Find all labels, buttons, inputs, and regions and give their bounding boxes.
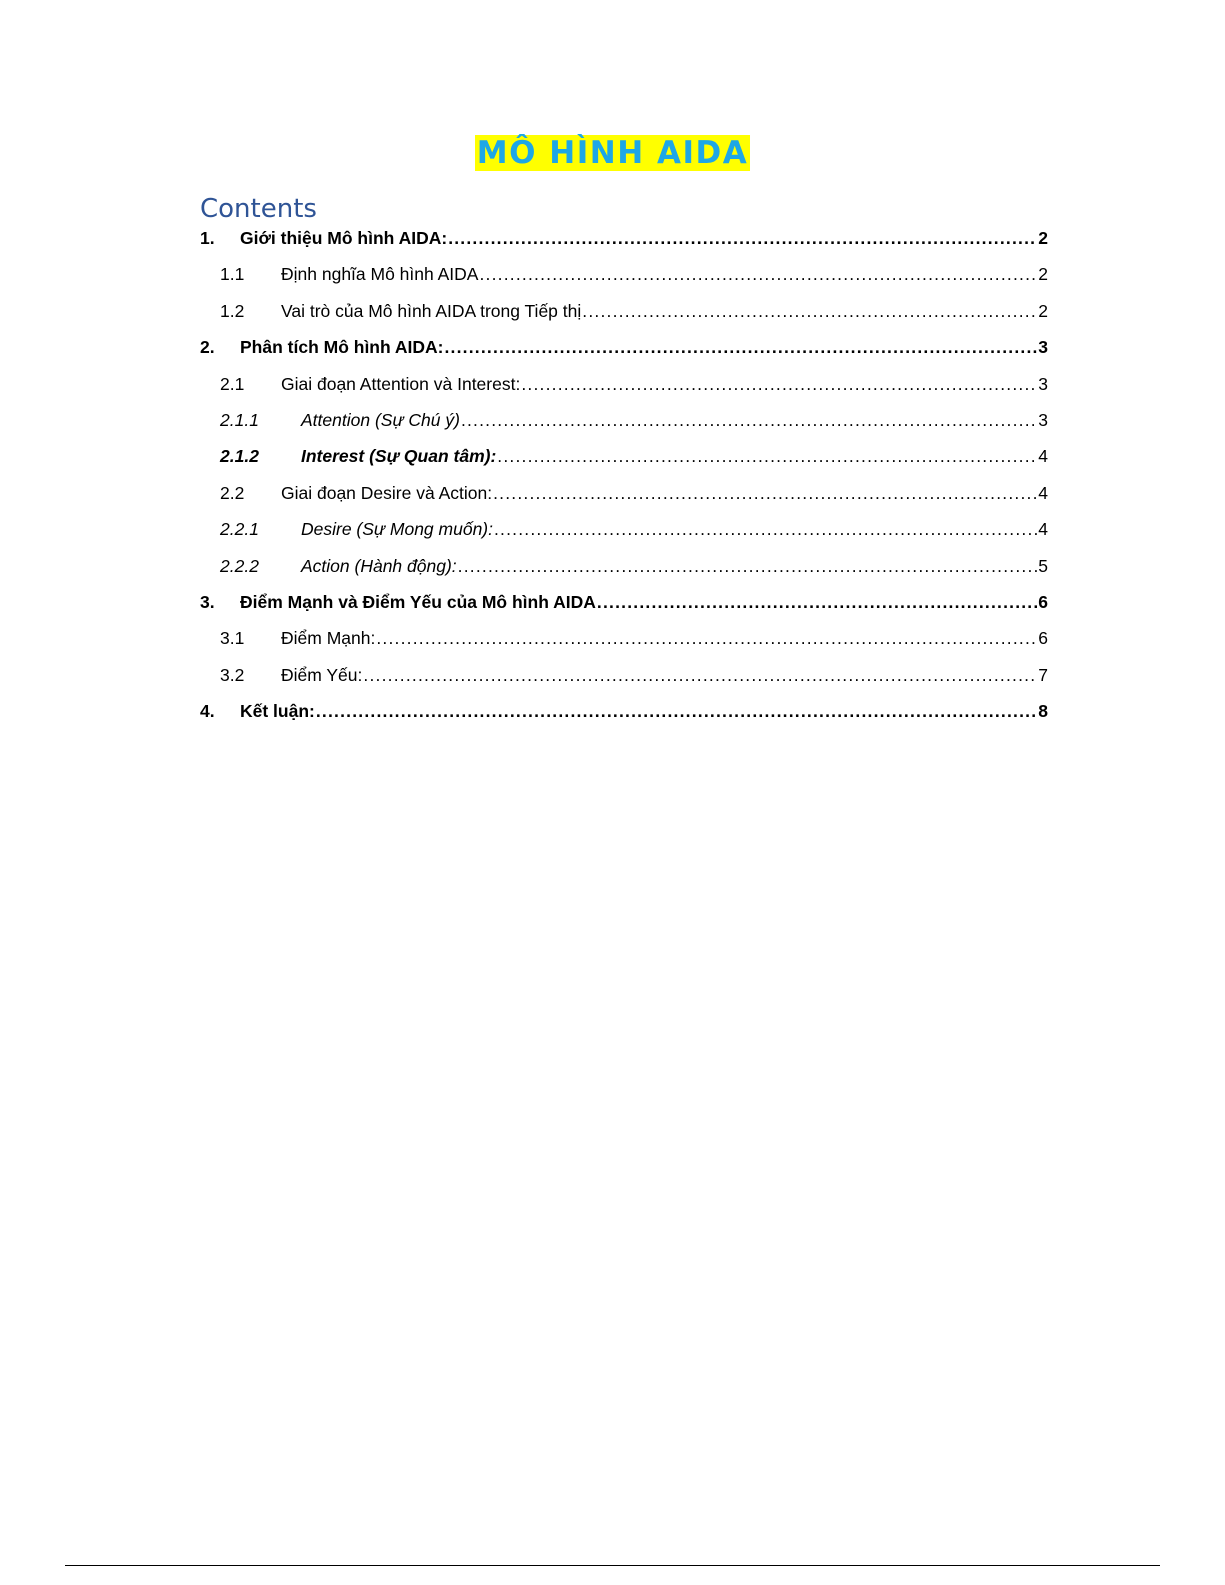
toc-entry-label: Interest (Sự Quan tâm): — [301, 446, 497, 467]
toc-entry-1-1[interactable] — [200, 260, 1048, 296]
page-bottom-divider — [65, 1565, 1160, 1566]
toc-entry-2-1[interactable] — [200, 370, 1048, 406]
toc-entry-number: 3.2 — [220, 664, 245, 685]
toc-entry-2-2-2[interactable] — [200, 552, 1048, 588]
toc-entry-2-1-2[interactable] — [200, 442, 1048, 478]
toc-dot-leader — [479, 260, 1037, 288]
toc-entry-page: 4 — [1038, 482, 1048, 503]
toc-entry-number: 2.1.2 — [220, 446, 259, 467]
toc-entry-page: 8 — [1038, 701, 1048, 722]
toc-dot-leader — [363, 661, 1037, 689]
toc-dot-leader — [461, 406, 1037, 434]
toc-entry-3-1[interactable] — [200, 624, 1048, 660]
toc-entry-4[interactable] — [200, 697, 1048, 733]
toc-entry-label: Action (Hành động): — [301, 555, 457, 576]
toc-entry-number: 2.1.1 — [220, 409, 259, 430]
toc-dot-leader — [448, 224, 1037, 252]
toc-entry-1-2[interactable] — [200, 297, 1048, 333]
toc-entry-page: 4 — [1038, 446, 1048, 467]
toc-dot-leader — [597, 588, 1037, 616]
toc-dot-leader — [316, 697, 1037, 725]
toc-entry-label: Điểm Yếu: — [281, 664, 363, 685]
toc-dot-leader — [458, 552, 1038, 580]
toc-entry-page: 6 — [1038, 591, 1048, 612]
toc-entry-2-2-1[interactable] — [200, 515, 1048, 551]
toc-entry-number: 2. — [200, 337, 215, 358]
toc-entry-page: 3 — [1038, 409, 1048, 430]
toc-dot-leader — [582, 297, 1037, 325]
toc-entry-label: Attention (Sự Chú ý) — [301, 409, 460, 430]
toc-dot-leader — [493, 479, 1037, 507]
document-title-text: MÔ HÌNH AIDA — [476, 135, 749, 171]
toc-entry-3[interactable] — [200, 588, 1048, 624]
toc-entry-2-1-1[interactable] — [200, 406, 1048, 442]
document-title — [0, 133, 1225, 173]
toc-entry-page: 2 — [1038, 264, 1048, 285]
toc-entry-1[interactable] — [200, 224, 1048, 260]
toc-entry-number: 2.2 — [220, 482, 245, 503]
toc-dot-leader — [445, 333, 1038, 361]
toc-entry-2-2[interactable] — [200, 479, 1048, 515]
toc-entry-label: Điểm Mạnh và Điểm Yếu của Mô hình AIDA — [240, 591, 596, 612]
table-of-contents — [200, 224, 1048, 733]
toc-entry-number: 2.2.2 — [220, 555, 259, 576]
toc-dot-leader — [494, 515, 1037, 543]
toc-dot-leader — [376, 624, 1037, 652]
toc-entry-number: 4. — [200, 701, 215, 722]
toc-entry-label: Desire (Sự Mong muốn): — [301, 519, 493, 540]
toc-entry-number: 2.1 — [220, 373, 245, 394]
toc-heading: Contents — [200, 194, 317, 224]
toc-entry-number: 1.1 — [220, 264, 245, 285]
toc-entry-label: Điểm Mạnh: — [281, 628, 376, 649]
toc-entry-page: 3 — [1038, 373, 1048, 394]
toc-entry-page: 2 — [1038, 228, 1048, 248]
toc-entry-label: Phân tích Mô hình AIDA: — [240, 337, 444, 358]
toc-entry-number: 1. — [200, 228, 215, 248]
toc-entry-label: Vai trò của Mô hình AIDA trong Tiếp thị — [281, 300, 582, 321]
toc-entry-3-2[interactable] — [200, 661, 1048, 697]
toc-entry-page: 2 — [1038, 300, 1048, 321]
toc-entry-number: 1.2 — [220, 300, 245, 321]
toc-entry-number: 3.1 — [220, 628, 245, 649]
toc-entry-label: Giai đoạn Desire và Action: — [281, 482, 493, 503]
toc-entry-label: Định nghĩa Mô hình AIDA — [281, 264, 479, 285]
toc-entry-label: Giới thiệu Mô hình AIDA: — [240, 228, 448, 248]
toc-entry-number: 2.2.1 — [220, 519, 259, 540]
toc-entry-number: 3. — [200, 591, 215, 612]
toc-entry-page: 6 — [1038, 628, 1048, 649]
toc-entry-2[interactable] — [200, 333, 1048, 369]
toc-entry-label: Kết luận: — [240, 701, 315, 722]
toc-entry-page: 3 — [1038, 337, 1048, 358]
toc-entry-label: Giai đoạn Attention và Interest: — [281, 373, 521, 394]
toc-entry-page: 4 — [1038, 519, 1048, 540]
toc-dot-leader — [521, 370, 1037, 398]
toc-entry-page: 5 — [1038, 555, 1048, 576]
toc-dot-leader — [497, 442, 1037, 470]
toc-entry-page: 7 — [1038, 664, 1048, 685]
